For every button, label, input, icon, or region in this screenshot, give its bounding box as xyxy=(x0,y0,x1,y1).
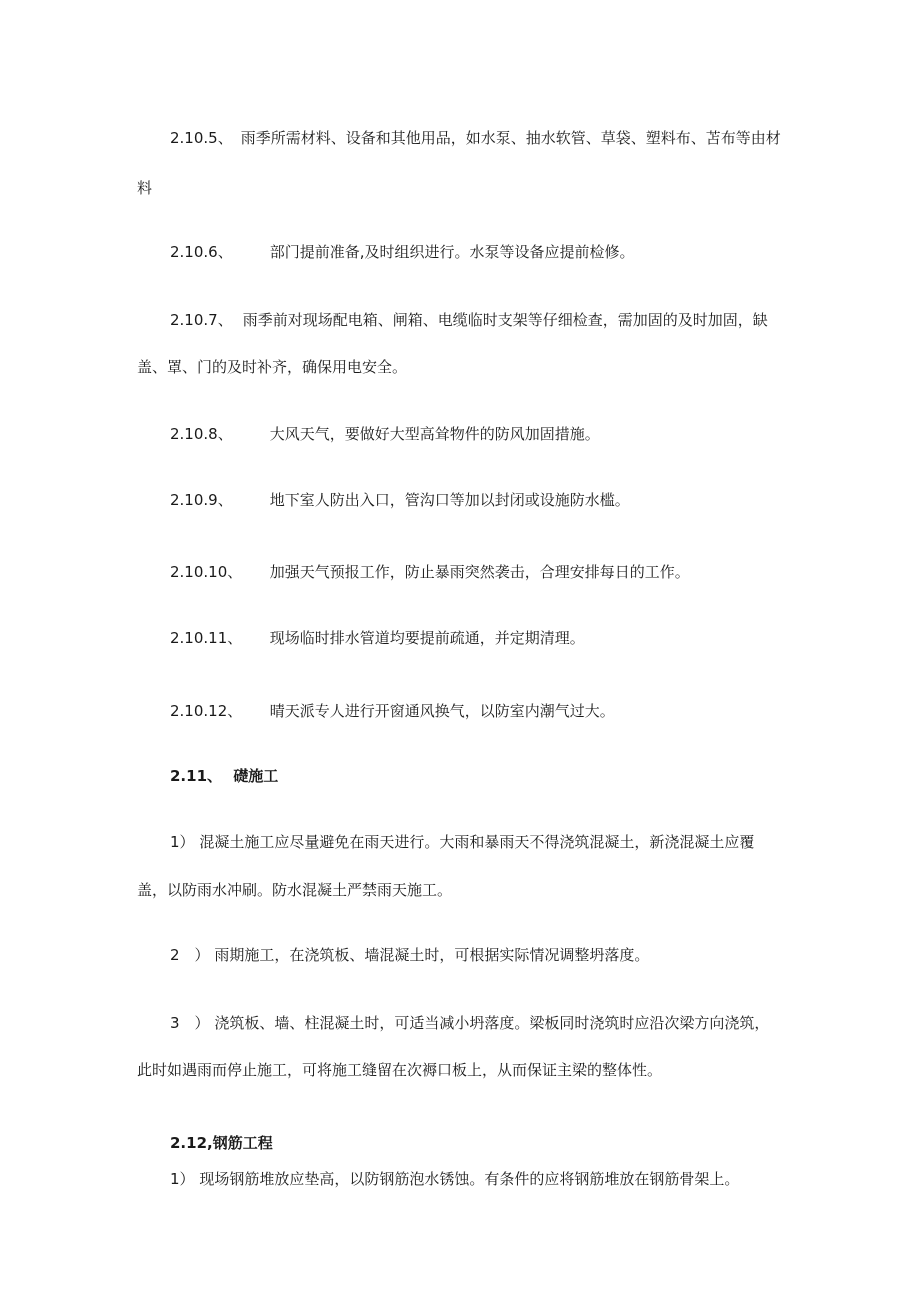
section-heading-2-11 xyxy=(170,766,278,786)
item-2-10-11 xyxy=(170,628,585,648)
item-text: 部门提前准备,及时组织进行。水泵等设备应提前检修。 xyxy=(269,243,635,261)
item-2-10-12 xyxy=(170,701,615,721)
item-2-10-10 xyxy=(170,562,690,582)
item-number: 2.10.10、 xyxy=(170,563,243,581)
list-label: 1） xyxy=(170,1170,195,1188)
concrete-paragraph-2 xyxy=(170,945,649,965)
item-2-10-9 xyxy=(170,490,630,510)
list-label: 3 ） xyxy=(170,1014,210,1032)
item-2-10-5-continuation: 料 xyxy=(137,179,153,197)
item-2-10-6 xyxy=(170,242,635,262)
item-text: 雨季前对现场配电箱、闸箱、电缆临时支架等仔细检查，需加固的及时加固，缺 xyxy=(242,311,768,329)
item-text: 雨季所需材料、设备和其他用品，如水泵、抽水软管、草袋、塑料布、苫布等由材 xyxy=(240,129,781,147)
item-text: 加强天气预报工作，防止暴雨突然袭击，合理安排每日的工作。 xyxy=(269,563,690,581)
item-text: 晴天派专人进行开窗通风换气，以防室内潮气过大。 xyxy=(269,702,615,720)
section-heading-2-12: 2.12,钢筋工程 xyxy=(170,1134,273,1152)
item-2-10-8 xyxy=(170,424,600,444)
section-number: 2.11、 xyxy=(170,767,223,785)
concrete-paragraph-1 xyxy=(170,832,754,852)
item-2-10-7 xyxy=(170,310,768,330)
paragraph-text: 现场钢筋堆放应垫高，以防钢筋泡水锈蚀。有条件的应将钢筋堆放在钢筋骨架上。 xyxy=(199,1170,740,1188)
section-title: 礎施工 xyxy=(233,767,279,785)
item-number: 2.10.7、 xyxy=(170,311,233,329)
concrete-paragraph-3-continuation: 此时如遇雨而停止施工，可将施工缝留在次褥口板上，从而保证主梁的整体性。 xyxy=(137,1061,663,1079)
item-text: 现场临时排水管道均要提前疏通，并定期清理。 xyxy=(269,629,585,647)
concrete-paragraph-1-continuation: 盖，以防雨水冲刷。防水混凝土严禁雨天施工。 xyxy=(137,881,453,899)
item-text: 大风天气，要做好大型高耸物件的防风加固措施。 xyxy=(269,425,600,443)
paragraph-text: 混凝土施工应尽量避免在雨天进行。大雨和暴雨天不得浇筑混凝土，新浇混凝土应覆 xyxy=(199,833,755,851)
list-label: 1） xyxy=(170,833,195,851)
item-number: 2.10.6、 xyxy=(170,243,233,261)
item-number: 2.10.8、 xyxy=(170,425,233,443)
rebar-paragraph-1 xyxy=(170,1169,739,1189)
item-2-10-7-continuation: 盖、罩、门的及时补齐，确保用电安全。 xyxy=(137,358,408,376)
item-number: 2.10.11、 xyxy=(170,629,243,647)
concrete-paragraph-3 xyxy=(170,1013,769,1033)
paragraph-text: 浇筑板、墙、柱混凝土时，可适当减小坍落度。梁板同时浇筑时应沿次梁方向浇筑， xyxy=(214,1014,770,1032)
item-text: 地下室人防出入口，管沟口等加以封闭或设施防水槛。 xyxy=(269,491,630,509)
item-2-10-5 xyxy=(170,128,781,148)
paragraph-text: 雨期施工，在浇筑板、墙混凝土时，可根据实际情况调整坍落度。 xyxy=(214,946,650,964)
item-number: 2.10.5、 xyxy=(170,129,233,147)
list-label: 2 ） xyxy=(170,946,210,964)
item-number: 2.10.12、 xyxy=(170,702,243,720)
item-number: 2.10.9、 xyxy=(170,491,233,509)
